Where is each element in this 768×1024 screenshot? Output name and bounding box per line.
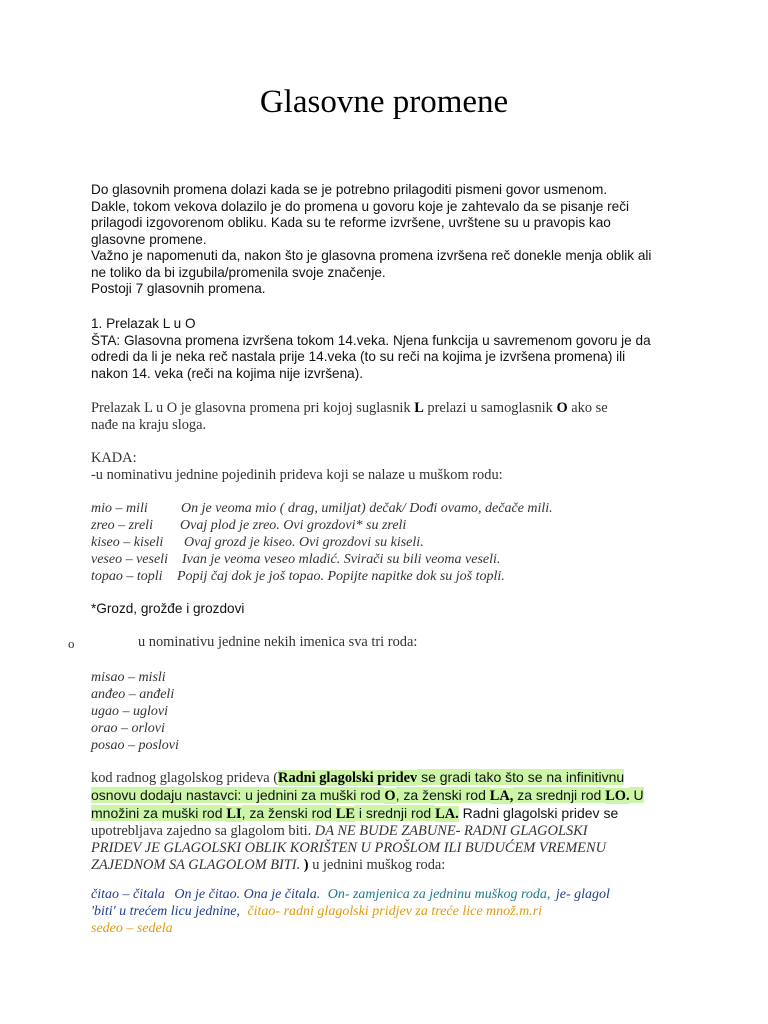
intro-line: ne toliko da bi izgubila/promenila svoje značenje. (91, 264, 386, 280)
noun-example: posao – poslovi (91, 738, 179, 753)
example-pair-last: sedeo – sedela (91, 921, 173, 936)
section1-heading: 1. Prelazak L u O (91, 316, 196, 331)
kada-label: KADA: (91, 450, 137, 466)
bullet-marker: o (68, 636, 75, 651)
suffix-lo: LO. (605, 788, 630, 804)
definition-text: Prelazak L u O je glasovna promena pri kojoj suglasnik (91, 400, 415, 416)
example-row (91, 551, 711, 568)
suffix-o: O (384, 788, 396, 804)
definition-text: ako se (567, 400, 608, 416)
noun-example: anđeo – anđeli (91, 687, 175, 702)
example-row (91, 534, 711, 551)
intro-line: Dakle, tokom vekova dolazilo je do promena u govoru koje je zahtevalo da se pisanje reči (91, 198, 630, 214)
caps-note: PRIDEV JE GLAGOLSKI OBLIK KORIŠTEN U PROŠLOM ILI BUDUĆEM VREMENU (91, 840, 606, 856)
definition-bold-l: L (414, 400, 424, 416)
noun-example: ugao – uglovi (91, 704, 168, 719)
example-row (91, 517, 711, 534)
example-sentence: Popij čaj dok je još topao. Popijte napitke dok su još topli. (177, 569, 505, 584)
noun-example: misao – misli (91, 670, 166, 685)
intro-line: prilagodi izgovorenom obliku. Kada su te reforme izvršene, uvrštene su u pravopis kao (91, 215, 611, 230)
participle-paragraph (91, 769, 691, 874)
orange-note: čitao- radni glagolski pridjev za treće lice množ.m.ri (247, 904, 543, 919)
intro-paragraph (91, 182, 691, 298)
example-row (91, 500, 711, 517)
suffix-la-plural: LA. (435, 806, 459, 822)
participle-tail: u jednini muškog roda: (308, 857, 446, 873)
highlighted-text: U (629, 787, 644, 803)
final-example (91, 886, 711, 937)
participle-intro: kod radnog glagolskog prideva ( (91, 770, 279, 786)
participle-text: upotrebljava zajedno sa glagolom biti. (91, 823, 315, 839)
teal-note: On- zamjenica za jedninu muškog roda, (327, 887, 551, 902)
highlighted-text: , za ženski rod (395, 787, 490, 803)
definition-text: prelazi u samoglasnik (423, 400, 557, 416)
intro-line: Do glasovnih promena dolazi kada se je potrebno prilagoditi pismeni govor usmenom. (91, 182, 608, 197)
highlighted-text: i srednji rod (354, 805, 436, 821)
section1-line: odredi da li je neka reč nastala prije 14.veka (to su reči na kojima je izvršena promena) ili (91, 349, 626, 364)
kada-block (91, 450, 691, 484)
intro-line: glasovne promene. (91, 231, 207, 247)
intro-line: Postoji 7 glasovnih promena. (91, 281, 266, 296)
section1-block (91, 316, 691, 382)
example-pair: mio – mili (91, 501, 148, 516)
highlighted-text: , za ženski rod (241, 805, 336, 821)
example-sentence: Ovaj grozd je kiseo. Ovi grozdovi su kiseli. (184, 535, 424, 550)
blue-note: je- glagol (555, 887, 610, 902)
definition-line2: nađe na kraju sloga. (91, 417, 207, 433)
footnote: *Grozd, grožđe i grozdovi (91, 601, 245, 616)
example-pair: zreo – zreli (91, 518, 153, 533)
example-row (91, 568, 711, 585)
suffix-le: LE (335, 806, 355, 822)
example-pair: veseo – veseli (91, 552, 168, 567)
example-sentence: Ivan je veoma veseo mladić. Svirači su bili veoma veseli. (182, 552, 501, 567)
highlighted-text: osnovu dodaju nastavci: u jednini za muški rod (91, 787, 385, 803)
kada-line: -u nominativu jednine pojedinih prideva koji se nalaze u muškom rodu: (91, 467, 503, 483)
example-sentence: On je čitao. Ona je čitala. (174, 887, 321, 902)
highlighted-text: za srednji rod (513, 787, 606, 803)
section1-line: ŠTA: Glasovna promena izvršena tokom 14.veka. Njena funkcija u savremenom govoru je da (91, 332, 651, 348)
example-pair: kiseo – kiseli (91, 535, 164, 550)
example-sentence: On je veoma mio ( drag, umiljat) dečak/ Dođi ovamo, dečače mili. (181, 501, 553, 516)
example-pair: topao – topli (91, 569, 163, 584)
highlighted-text: množini za muški rod (91, 805, 227, 821)
section1-line: nakon 14. veka (reči na kojima nije izvršena). (91, 365, 364, 381)
suffix-li: LI (226, 806, 242, 822)
adjective-examples (91, 500, 711, 585)
example-sentence: Ovaj plod je zreo. Ovi grozdovi* su zreli (180, 518, 407, 533)
example-pair: čitao – čitala (91, 887, 165, 902)
participle-term: Radni glagolski pridev (278, 770, 418, 786)
closing-paren: ) (303, 857, 309, 873)
blue-note: 'biti' u trećem licu jednine, (91, 904, 240, 919)
bullet-text: u nominativu jednine nekih imenica sva tri roda: (138, 634, 418, 650)
caps-note: DA NE BUDE ZABUNE- RADNI GLAGOLSKI (314, 823, 588, 839)
participle-text: Radni glagolski pridev se (458, 805, 619, 821)
noun-example: orao – orlovi (91, 721, 165, 736)
noun-examples (91, 669, 691, 754)
suffix-la: LA, (489, 788, 514, 804)
caps-note: ZAJEDNOM SA GLAGOLOM BITI. (91, 857, 304, 873)
highlighted-text: se gradi tako što se na infinitivnu (417, 769, 625, 785)
definition-paragraph (91, 400, 691, 434)
definition-bold-o: O (556, 400, 568, 416)
intro-line: Važno je napomenuti da, nakon što je glasovna promena izvršena reč donekle menja oblik ali (91, 248, 652, 263)
page-title: Glasovne promene (259, 84, 509, 120)
